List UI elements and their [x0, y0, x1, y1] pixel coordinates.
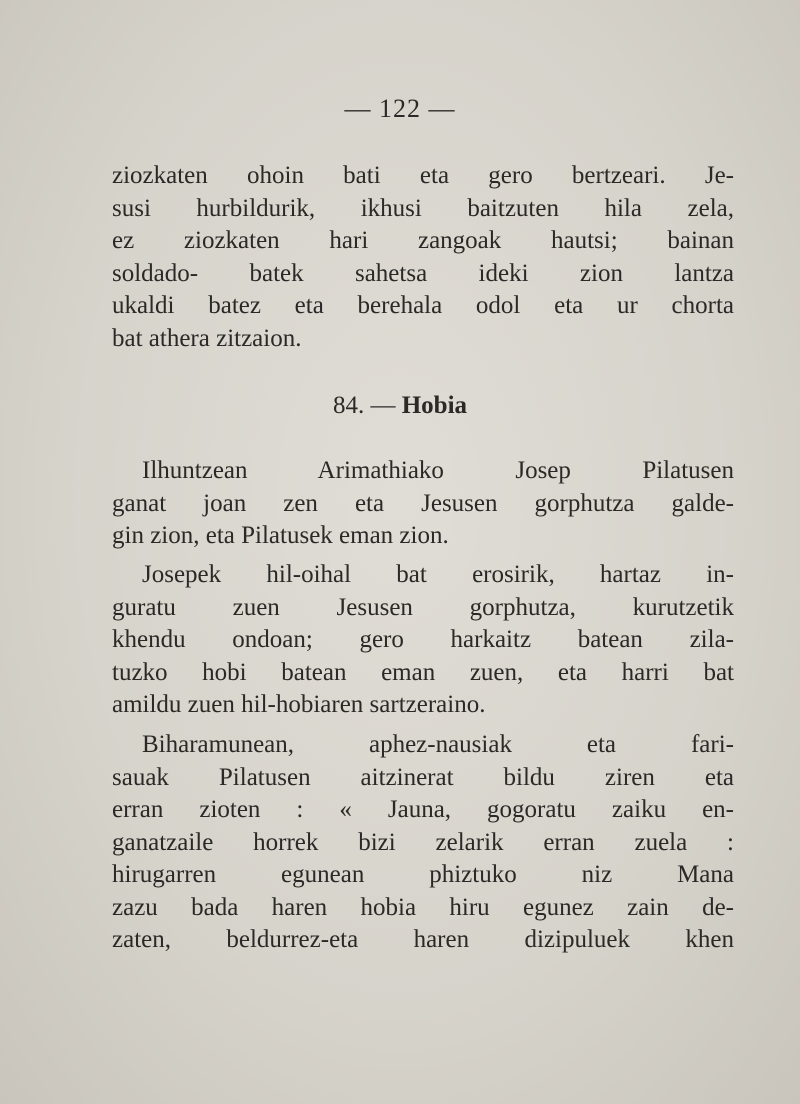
- text-line: ez ziozkaten hari zangoak hautsi; bainan: [112, 227, 734, 254]
- text-line: Biharamunean, aphez-nausiak eta fari-: [142, 731, 734, 758]
- text-line: ganatzaile horrek bizi zelarik erran zuela :: [112, 828, 734, 856]
- text-line: gin zion, eta Pilatusek eman zion.: [112, 522, 449, 549]
- heading-dash: —: [370, 392, 396, 419]
- page-number: — 122 —: [344, 94, 456, 123]
- text-line: Ilhuntzean Arimathiako Josep Pilatusen: [142, 457, 734, 484]
- text-line: ukaldi batez eta berehala odol eta ur chorta: [112, 292, 734, 319]
- section-title: Hobia: [401, 392, 468, 419]
- text-line: Josepek hil-oihal bat erosirik, hartaz in-: [142, 561, 734, 588]
- text-line: tuzko hobi batean eman zuen, eta harri bat: [112, 658, 734, 686]
- text-line: zazu bada haren hobia hiru egunez zain de-: [112, 893, 734, 921]
- text-line: guratu zuen Jesusen gorphutza, kurutzetik: [112, 593, 734, 621]
- text-line: khendu ondoan; gero harkaitz batean zila-: [112, 626, 734, 653]
- text-line: hirugarren egunean phiztuko niz Mana: [112, 861, 734, 888]
- text-line: ziozkaten ohoin bati eta gero bertzeari. Je-: [112, 162, 734, 189]
- text-line: zaten, beldurrez-eta haren dizipuluek khen: [112, 926, 734, 953]
- paragraph-3: [112, 559, 734, 722]
- section-heading: [0, 392, 800, 420]
- paragraph-4: [112, 729, 734, 957]
- text-line: susi hurbildurik, ikhusi baitzuten hila zela,: [112, 194, 734, 222]
- text-line: amildu zuen hil-hobiaren sartzeraino.: [112, 691, 486, 718]
- text-line: erran zioten : « Jauna, gogoratu zaiku en-: [112, 796, 734, 823]
- section-number: 84.: [332, 392, 365, 419]
- text-line: bat athera zitzaion.: [112, 324, 302, 352]
- text-line: soldado- batek sahetsa ideki zion lantza: [112, 259, 734, 287]
- paragraph-1: [112, 160, 734, 355]
- text-line: ganat joan zen eta Jesusen gorphutza galde-: [112, 489, 734, 517]
- text-line: sauak Pilatusen aitzinerat bildu ziren eta: [112, 763, 734, 791]
- paragraph-2: [112, 455, 734, 553]
